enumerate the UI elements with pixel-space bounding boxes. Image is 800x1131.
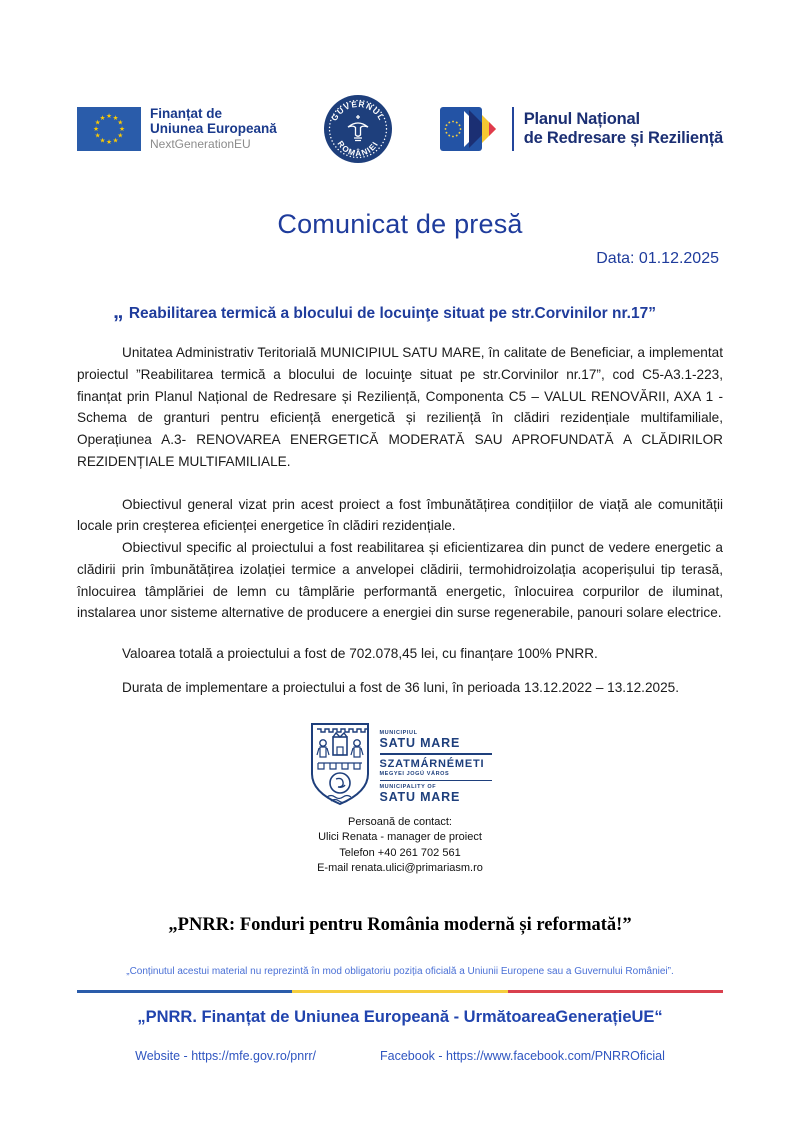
facebook-link[interactable]: Facebook - https://www.facebook.com/PNRROficial (380, 1048, 665, 1063)
contact-block (77, 815, 723, 877)
pnrr-logo-divider (512, 107, 514, 151)
contact-heading: Persoană de contact: (348, 816, 452, 828)
svg-text:★: ★ (117, 131, 124, 140)
svg-text:★: ★ (106, 138, 112, 147)
svg-text:★: ★ (99, 113, 106, 122)
body-text (77, 342, 723, 624)
eu-funded-text (150, 106, 277, 152)
subtitle-text: Reabilitarea termică a blocului de locuinţe situat pe str.Corvinilor nr.17” (128, 305, 656, 322)
city-logo-rule2 (380, 780, 492, 782)
footer-funding-statement: „PNRR. Finanțat de Uniunea Europeană - UrmătoareaGenerațieUE“ (137, 1007, 663, 1026)
duration-line: Durata de implementare a proiectului a fost de 36 luni, în perioada 13.12.2022 – 13.12.2025. (122, 680, 679, 695)
city-label-ro-name: SATU MARE (379, 736, 461, 750)
svg-text:★: ★ (112, 113, 119, 122)
svg-text:★: ★ (119, 125, 125, 134)
pnrr-logo (440, 107, 723, 151)
svg-text:★: ★ (94, 118, 101, 127)
contact-person: Ulici Renata - manager de proiect (318, 831, 482, 844)
pnrr-arrows-icon (440, 107, 502, 151)
total-value-line: Valoarea totală a proiectului a fost de 702.078,45 lei, cu finanțare 100% PNRR. (122, 646, 598, 661)
eu-funded-line1: Finanțat de (150, 106, 223, 122)
eu-funded-line2: Uniunea Europeană (150, 121, 277, 137)
government-of-romania-seal-icon (322, 93, 394, 165)
website-link[interactable]: Website - https://mfe.gov.ro/pnrr/ (135, 1048, 317, 1063)
subtitle-open-quote: „ (113, 300, 125, 323)
seal-arc-bottom-text: ROMÂNIEI (335, 139, 381, 159)
svg-text:★: ★ (99, 136, 106, 145)
disclaimer-text: „Conținutul acestui material nu reprezintă în mod obligatoriu poziția oficială a Uniunii Europene sau a Guvernului României”. (126, 965, 674, 977)
city-label-hu-small: MEGYEI JOGÚ VÁROS (379, 770, 450, 777)
pnrr-name-line2: de Redresare și Reziliență (523, 129, 723, 147)
tricolor-yellow-segment (292, 990, 507, 993)
city-label-en-small: MUNICIPALITY OF (379, 784, 437, 791)
pnrr-name-line1: Planul Național (523, 110, 640, 129)
eu-funded-logo (77, 106, 277, 152)
seal-arc-top-text: GUVERNUL (329, 99, 387, 123)
city-label-ro-small: MUNICIPIUL (379, 730, 418, 736)
city-logo-rule (380, 753, 492, 755)
pnrr-logo-text (524, 110, 723, 148)
header-logo-row (77, 93, 723, 165)
paragraph-project-description: Unitatea Administrativ Teritorială MUNICIPIUL SATU MARE, în calitate de Beneficiar, a implementat proiectul ”Reabilitarea termică a blocului de locuinţe situat pe str.Corvinilor nr.17”, cod C5-A3.1-223, finanțat prin Planul Național de Redresare și Reziliență, Componenta C5 – VALUL RENOVĂRII, AXA 1 - Schema de granturi pentru eficiență energetică și reziliență în clădiri rezidențiale multifamiliale, Operațiunea A.3- RENOVAREA ENERGETICĂ MODERATĂ SAU APROFUNDATĂ A CLĂDIRILOR REZIDENȚIALE MULTIFAMILIALE. (77, 345, 723, 469)
svg-text:★: ★ (112, 136, 119, 145)
paragraph-specific-objective: Obiectivul specific al proiectului a fost reabilitarea și eficientizarea din punct de vedere energetic a clădirii prin îmbunătățirea izolației termice a anvelopei clădirii, termohidroizolația acoperișului tip terasă, înlocuirea tâmplăriei de lemn cu tâmplărie performantă energetic, înlocuirea corpurilor de iluminat, instalarea unor sisteme alternative de producere a energiei din surse regenerabile, panouri solare electrice. (77, 540, 723, 621)
project-subtitle (77, 300, 723, 324)
contact-phone: Telefon +40 261 702 561 (339, 846, 461, 859)
eu-flag-icon (77, 107, 141, 151)
tricolor-red-segment (508, 990, 723, 993)
eu-program-label: NextGenerationEU (150, 137, 251, 152)
footer-links (77, 1049, 723, 1063)
svg-text:★: ★ (106, 112, 112, 121)
satu-mare-coat-of-arms-icon (309, 721, 371, 807)
document-date: Data: 01.12.2025 (596, 250, 719, 267)
contact-email: E-mail renata.ulici@primariasm.ro (317, 862, 483, 875)
paragraph-general-objective: Obiectivul general vizat prin acest proiect a fost îmbunătățirea condițiilor de viață ale comunității locale prin creșterea eficienței energetice în clădiri rezidențiale. (77, 496, 723, 534)
satu-mare-logo-text (380, 721, 492, 804)
city-label-hu-name: SZATMÁRNÉMETI (379, 757, 485, 770)
satu-mare-logo (77, 721, 723, 807)
romanian-tricolor-divider (77, 990, 723, 993)
pnrr-slogan: „PNRR: Fonduri pentru România modernă și reformată!” (168, 914, 632, 935)
svg-text:★: ★ (94, 131, 101, 140)
tricolor-blue-segment (77, 990, 292, 993)
city-label-en-name: SATU MARE (379, 790, 461, 805)
document-title: Comunicat de presă (277, 209, 523, 239)
svg-text:★: ★ (117, 118, 124, 127)
svg-text:★: ★ (93, 125, 99, 134)
